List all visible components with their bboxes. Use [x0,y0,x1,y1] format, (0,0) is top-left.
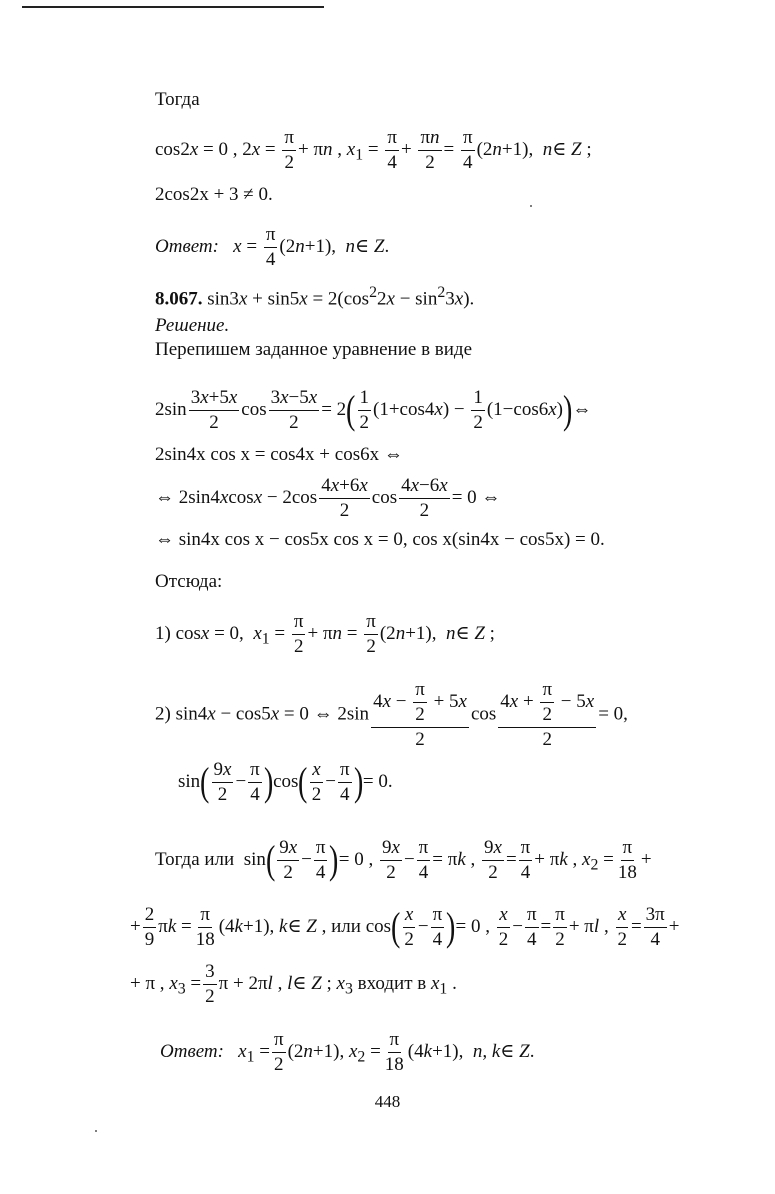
case-1: 1) cosx = 0, $x_1$ = $\frac{\pi}{2}$ + πn = $\frac{\pi}{2}$ (2n+1), n∈ Z ; [155,611,495,657]
scan-speck [95,1130,97,1132]
case-2b: sin( $\frac{9x}{2}$ − $\frac{\pi}{4}$ )cos( $\frac{x}{2}$ − $\frac{\pi}{4}$ )= 0. [178,759,393,805]
problem-statement: 8.067. $\sin 3x + \sin 5x = 2(\cos^22x - \sin^23x)$. [155,284,475,310]
scan-speck [530,205,532,207]
top-rule [22,6,324,8]
then-line-c: + π , $x_3$ = $\frac{3}{2}$ π + 2πl , l∈ Z ; $x_3$ входит в $x_1$ . [130,961,457,1007]
hence-text: Отсюда: [155,571,223,592]
step-3: ⇔ 2sin4xcosx − 2cos $\frac{4x+6x}{2}$ cos $\frac{4x-6x}{2}$ = 0 ⇔ [155,475,501,521]
then-line-a: Тогда или sin( $\frac{9x}{2}$ − $\frac{\pi}{4}$ )= 0 , $\frac{9x}{2}$ − $\frac{\pi}{4}$ = πk , $\frac{9x}{2}$ = $\frac{\pi}{4}$ + πk , $x_2$ = $\frac{\pi}{18}$ + [155,837,652,883]
text-top-word: Тогда [155,89,200,110]
step-4: ⇔ sin4x cos x − cos5x cos x = 0, cos x(sin4x − cos5x) = 0. [155,529,605,550]
answer-1-label: Ответ: [155,235,219,257]
answer-2-label: Ответ: [160,1040,224,1062]
problem-number: 8.067. [155,288,203,310]
answer-2: Ответ: $x_1$ = $\frac{\pi}{2}$ (2n+1), $x_2$ = $\frac{\pi}{18}$ (4k+1), n, k∈ Z. [160,1029,535,1075]
equation-a: cos2x = 0 , 2x = $\frac{\pi}{2}$ + πn , $x_1$ = $\frac{\pi}{4}$ + $\frac{\pi n}{2}$ = $\frac{\pi}{4}$ (2n+1), n∈ Z ; [155,127,592,173]
step-1: 2sin $\frac{3x+5x}{2}$ cos $\frac{3x-5x}{2}$ = 2( $\frac{1}{2}$ (1+cos4x) − $\frac{1}{2}$ (1−cos6x))⇔ [155,387,592,433]
case-2a: 2) sin4x − cos5x = 0 ⇔ 2sin 4x − $\frac{\pi}{2}$ + 5x 2 cos 4x + $\frac{\pi}{2}$ − 5x 2 = 0, [155,679,628,750]
page-number: 448 [374,1092,401,1111]
step-2: 2sin4x cos x = cos4x + cos6x ⇔ [155,444,403,465]
answer-1: Ответ: x = $\frac{\pi}{4}$ (2n+1), n∈ Z. [155,224,390,270]
equation-b: 2cos2x + 3 ≠ 0. [155,184,273,205]
solution-label: Решение. [155,315,230,336]
rewrite-text: Перепишем заданное уравнение в виде [155,339,473,360]
then-line-b: + $\frac{2}{9}$ πk = $\frac{\pi}{18}$ (4k+1), k∈ Z , или cos( $\frac{x}{2}$ − $\frac{\pi}{4}$ )= 0 , $\frac{x}{2}$ − $\frac{\pi}{4}$ = $\frac{\pi}{2}$ + πl , $\frac{x}{2}$ = $\frac{3\pi}{4}$ + [130,904,680,950]
